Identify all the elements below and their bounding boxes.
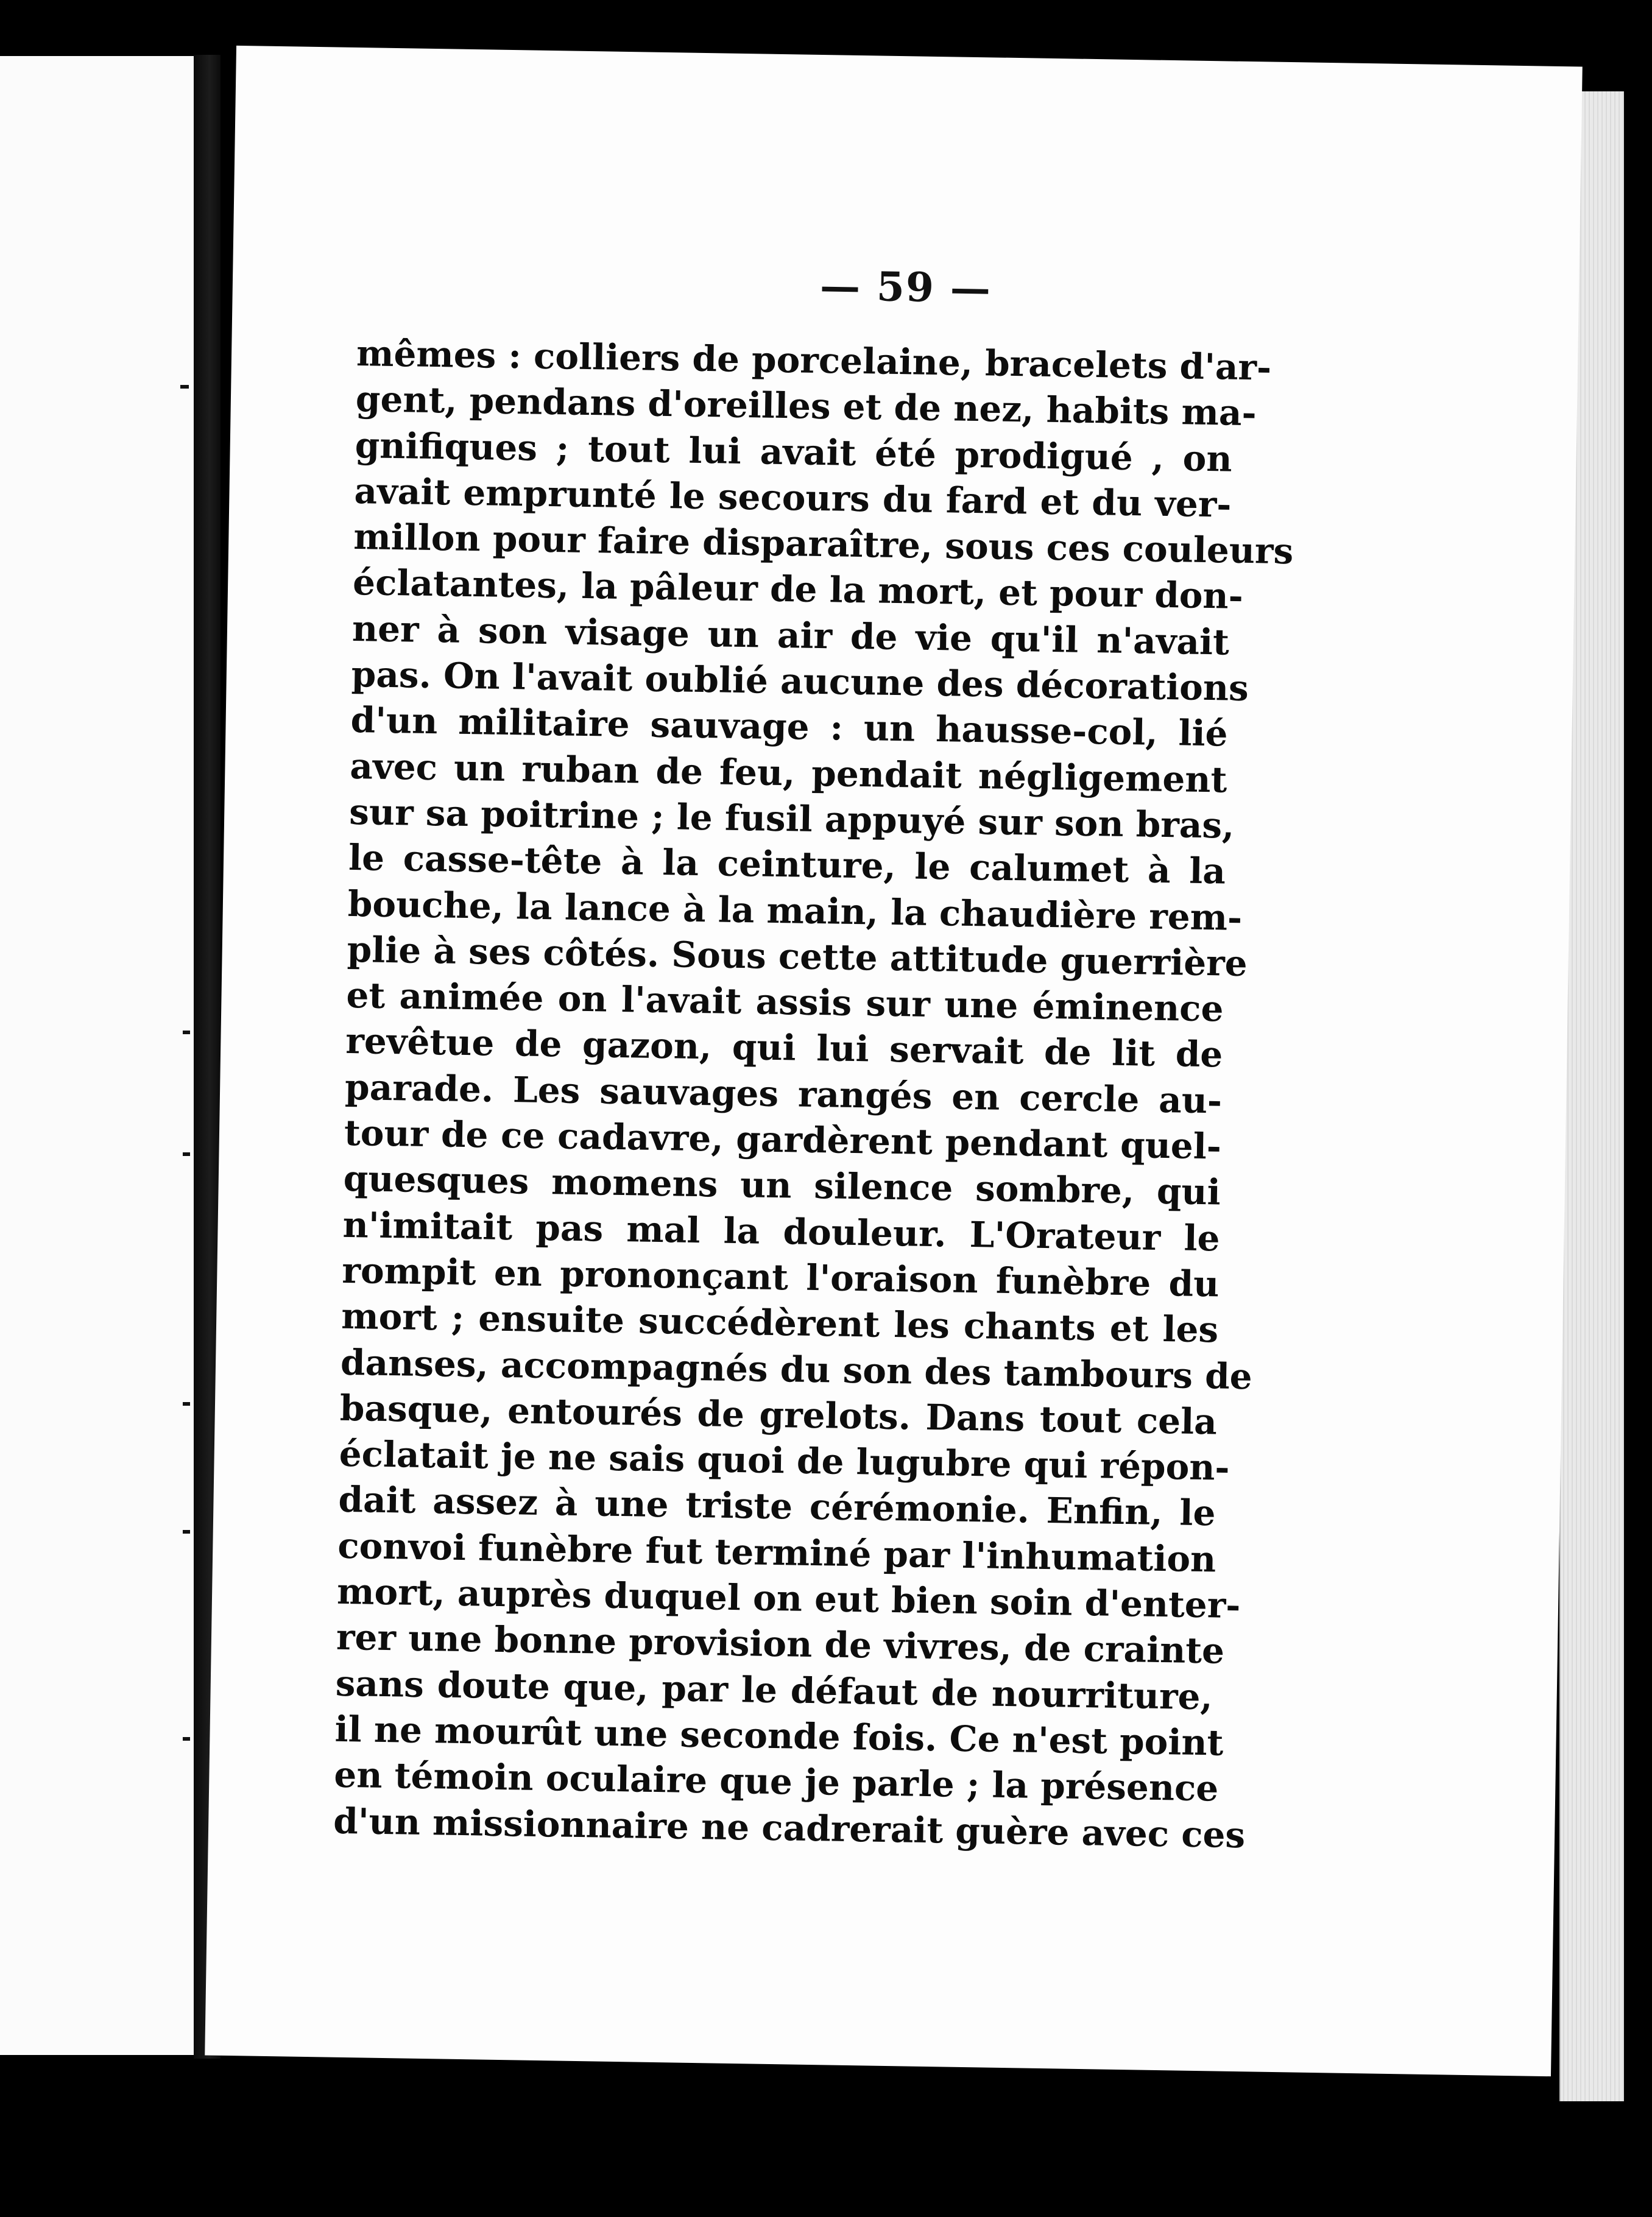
text-line: sur sa poitrine ; le fusil appuyé sur son bras, [348, 791, 1235, 847]
text-line: quesques momens un silence sombre, qui [343, 1158, 1221, 1213]
page-number: — 59 — [819, 261, 992, 312]
text-line: ner à son visage un air de vie qu'il n'avait [351, 607, 1230, 663]
text-line: millon pour faire disparaître, sous ces couleurs [353, 516, 1294, 573]
text-line: gnifiques ; tout lui avait été prodigué , on [355, 424, 1233, 480]
text-line: le casse-tête à la ceinture, le calumet à la [348, 837, 1226, 892]
text-line: tour de ce cadavre, gardèrent pendant quel- [344, 1112, 1222, 1168]
text-line: rer une bonne provision de vivres, de crainte [336, 1616, 1225, 1672]
text-line: éclatantes, la pâleur de la mort, et pour don- [352, 562, 1244, 618]
text-line: basque, entourés de grelots. Dans tout cela [339, 1387, 1218, 1443]
text-line: sans doute que, par le défaut de nourriture, [335, 1662, 1213, 1718]
text-line: en témoin oculaire que je parle ; la présence [333, 1754, 1219, 1810]
text-line: gent, pendans d'oreilles et de nez, habits ma- [355, 378, 1257, 434]
text-line: il ne mourût une seconde fois. Ce n'est point [334, 1708, 1224, 1764]
text-line: rompit en prononçant l'oraison funèbre du [341, 1249, 1220, 1305]
text-line: parade. Les sauvages rangés en cercle au- [344, 1066, 1223, 1122]
text-line: n'imitait pas mal la douleur. L'Orateur le [342, 1204, 1221, 1260]
margin-mark [183, 1402, 190, 1406]
text-line: convoi funèbre fut terminé par l'inhumation [337, 1524, 1216, 1581]
text-line: plie à ses côtés. Sous cette attitude guerrière [347, 928, 1248, 984]
text-line: danses, accompagnés du son des tambours de [340, 1341, 1253, 1397]
text-line: d'un missionnaire ne cadrerait guère avec ces [333, 1800, 1246, 1856]
margin-mark [183, 1031, 190, 1034]
text-line: et animée on l'avait assis sur une éminence [346, 975, 1224, 1030]
text-line: éclatait je ne sais quoi de lugubre qui répon- [339, 1433, 1230, 1489]
text-line: bouche, la lance à la main, la chaudière rem- [347, 883, 1243, 939]
body-text [333, 331, 1294, 1858]
margin-mark [183, 1737, 190, 1741]
book-page [205, 46, 1583, 2076]
text-line: d'un militaire sauvage : un hausse-col, lié [350, 699, 1229, 755]
text-line: dait assez à une triste cérémonie. Enfin, le [338, 1479, 1216, 1534]
text-line: pas. On l'avait oublié aucune des décorations [351, 654, 1249, 710]
left-facing-page-fragment [0, 56, 196, 2055]
text-line: mort ; ensuite succédèrent les chants et les [341, 1295, 1219, 1351]
margin-mark [180, 385, 189, 389]
text-line: mort, auprès duquel on eut bien soin d'enter- [336, 1570, 1241, 1627]
text-line: mêmes : colliers de porcelaine, bracelets d'ar- [356, 333, 1272, 389]
margin-mark [183, 1530, 190, 1534]
text-line: avait emprunté le secours du fard et du ver- [354, 470, 1232, 526]
margin-mark [183, 1152, 190, 1156]
text-line: avec un ruban de feu, pendait négligement [349, 745, 1227, 801]
text-line: revêtue de gazon, qui lui servait de lit de [345, 1020, 1223, 1076]
